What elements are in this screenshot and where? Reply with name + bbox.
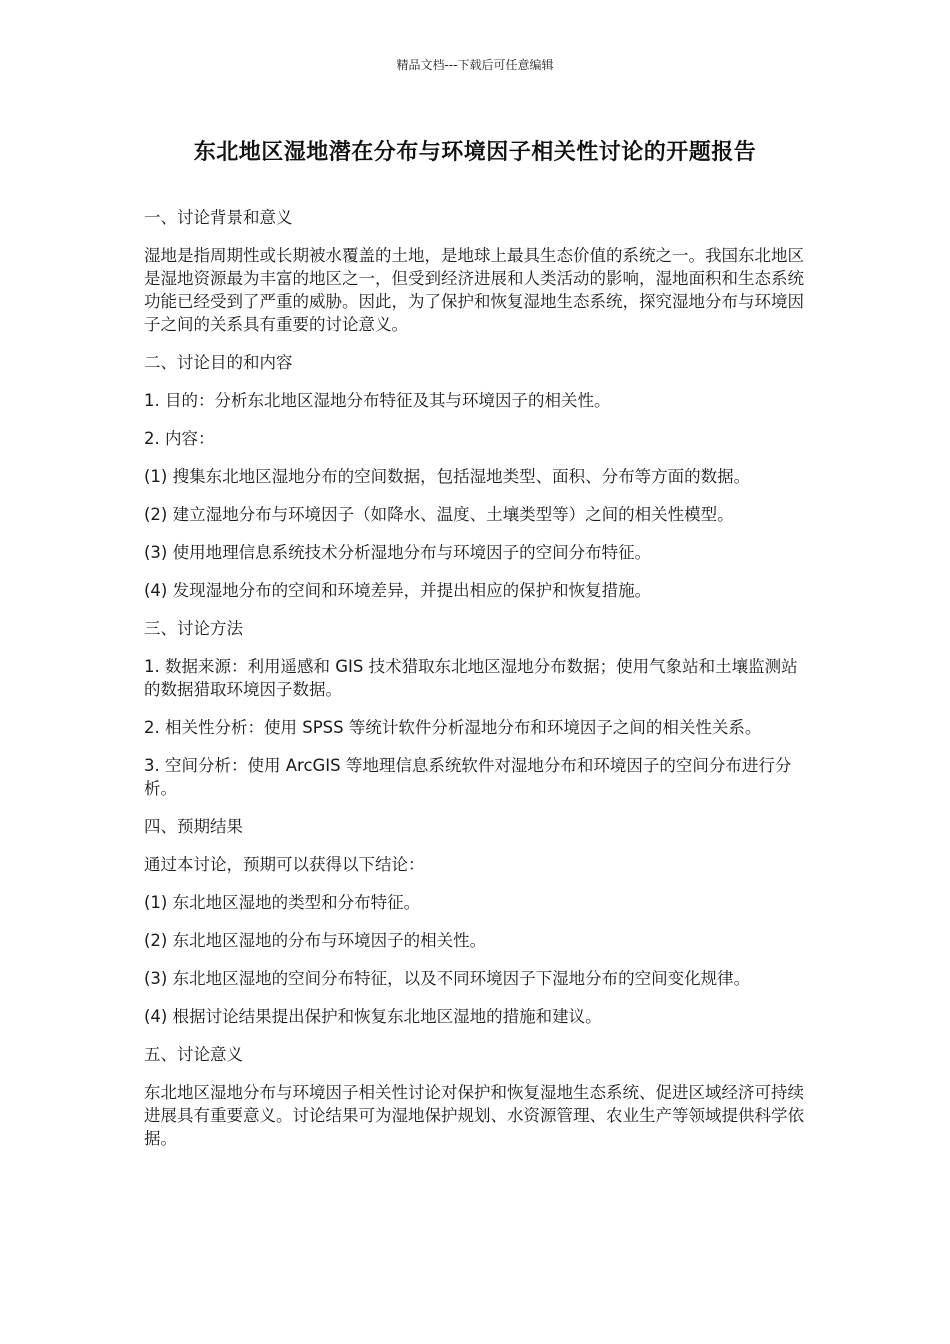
- content-item-1: (1) 搜集东北地区湿地分布的空间数据，包括湿地类型、面积、分布等方面的数据。: [144, 467, 751, 486]
- content-item-3: (3) 使用地理信息系统技术分析湿地分布与环境因子的空间分布特征。: [144, 543, 652, 562]
- list-item-goal: 1. 目的：分析东北地区湿地分布特征及其与环境因子的相关性。: [144, 391, 611, 410]
- list-item-content: 2. 内容：: [144, 429, 215, 448]
- paragraph-significance: 东北地区湿地分布与环境因子相关性讨论对保护和恢复湿地生态系统、促进区域经济可持续进展具有重要意义。讨论结果可为湿地保护规划、水资源管理、农业生产等领域提供科学依据。: [144, 1083, 804, 1148]
- result-item-1: (1) 东北地区湿地的类型和分布特征。: [144, 893, 421, 912]
- method-item-3: 3. 空间分析：使用 ArcGIS 等地理信息系统软件对湿地分布和环境因子的空间分布进行分析。: [144, 756, 792, 798]
- document-title: 东北地区湿地潜在分布与环境因子相关性讨论的开题报告: [193, 140, 757, 165]
- paragraph-background: 湿地是指周期性或长期被水覆盖的土地，是地球上最具生态价值的系统之一。我国东北地区是湿地资源最为丰富的地区之一，但受到经济进展和人类活动的影响，湿地面积和生态系统功能已经受到了严重的威胁。因此，为了保护和恢复湿地生态系统，探究湿地分布与环境因子之间的关系具有重要的讨论意义。: [144, 246, 804, 334]
- content-item-4: (4) 发现湿地分布的空间和环境差异，并提出相应的保护和恢复措施。: [144, 581, 652, 600]
- section-heading-goals: 二、讨论目的和内容: [144, 353, 293, 372]
- section-heading-significance: 五、讨论意义: [144, 1045, 243, 1064]
- result-item-3: (3) 东北地区湿地的空间分布特征，以及不同环境因子下湿地分布的空间变化规律。: [144, 969, 751, 988]
- section-heading-methods: 三、讨论方法: [144, 619, 243, 638]
- section-heading-background: 一、讨论背景和意义: [144, 208, 293, 227]
- header-note: 精品文档---下载后可任意编辑: [396, 58, 554, 72]
- result-item-2: (2) 东北地区湿地的分布与环境因子的相关性。: [144, 931, 487, 950]
- document-body: [144, 206, 806, 1165]
- result-item-4: (4) 根据讨论结果提出保护和恢复东北地区湿地的措施和建议。: [144, 1007, 602, 1026]
- method-item-2: 2. 相关性分析：使用 SPSS 等统计软件分析湿地分布和环境因子之间的相关性关系。: [144, 718, 762, 737]
- section-heading-results: 四、预期结果: [144, 817, 243, 836]
- results-intro: 通过本讨论，预期可以获得以下结论：: [144, 855, 425, 874]
- method-item-1: 1. 数据来源：利用遥感和 GIS 技术猎取东北地区湿地分布数据；使用气象站和土壤监测站的数据猎取环境因子数据。: [144, 657, 798, 699]
- content-item-2: (2) 建立湿地分布与环境因子（如降水、温度、土壤类型等）之间的相关性模型。: [144, 505, 734, 524]
